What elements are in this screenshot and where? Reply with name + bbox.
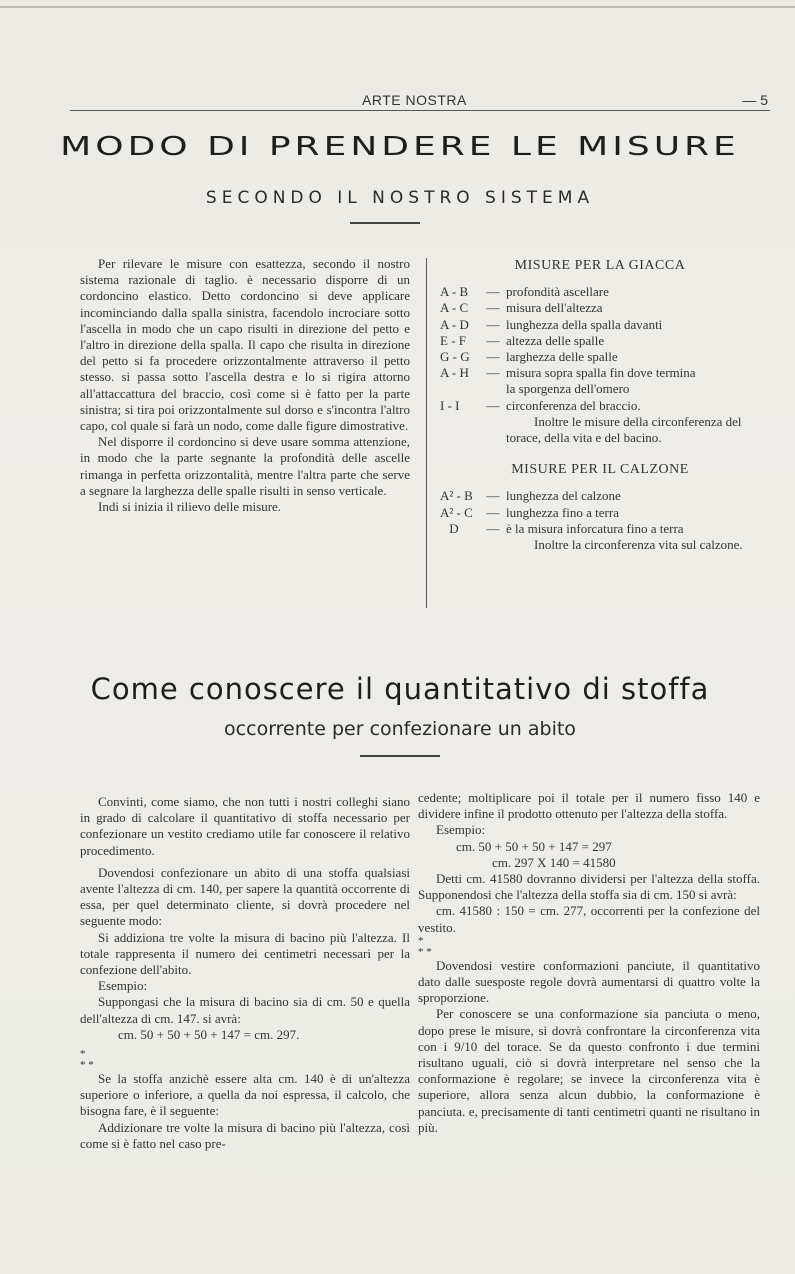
paragraph: Convinti, come siamo, che non tutti i nostri colleghi siano in grado di calcolare il quantitativo di stoffa necessario per confezionare un vestito crediamo utile far conoscere il relativo procedimento. [80,794,410,858]
paragraph: Dovendosi vestire conformazioni panciute, il quantitativo dato dalle suesposte regole dovrà aumentarsi di quattro volte la sproporzione. [418,957,760,1006]
page-number: — 5 [742,92,768,108]
giacca-note: Inoltre le misure della circonferenza del torace, della vita e del bacino. [506,413,742,446]
paragraph: Suppongasi che la misura di bacino sia di cm. 50 e quella dell'altezza di cm. 147. si avrà: [80,994,410,1026]
equation: cm. 50 + 50 + 50 + 147 = 297 [456,838,612,854]
running-title: ARTE NOSTRA [362,92,467,108]
section1-title: MODO DI PRENDERE LE MISURE [60,132,740,162]
measure-row: A - C — misura dell'altezza [440,300,603,316]
asterism: * * * [80,1048,94,1072]
section2-right-column [418,790,760,1136]
asterism: * * * [418,934,432,958]
section1-subtitle: SECONDO IL NOSTRO SISTEMA [205,188,595,208]
measure-row: D — è la misura inforcatura fino a terra [449,520,684,536]
measure-row: G - G — larghezza delle spalle [440,349,618,365]
measure-row: E - F — altezza delle spalle [440,332,605,348]
top-edge-line [0,6,795,8]
equation: cm. 50 + 50 + 50 + 147 = cm. 297. [118,1026,300,1042]
measure-row: A² - C — lunghezza fino a terra [440,504,619,520]
measure-row-continuation: la sporgenza dell'omero [506,381,630,397]
paragraph: Addizionare tre volte la misura di bacino più l'altezza, così come si è fatto nel caso pre- [80,1119,410,1151]
section2-title: Come conoscere il quantitativo di stoffa [90,672,710,706]
intro-paragraph: Nel disporre il cordoncino si deve usare somma attenzione, in modo che la parte segnante la profondità delle ascelle rimanga in perfetta orizzontalità, mentre l'altra parte che serve a segnare la larghezza delle spalle risulti in senso verticale. [80,434,410,498]
calzone-heading: MISURE PER IL CALZONE [511,462,689,478]
paragraph: Dovendosi confezionare un abito di una stoffa qualsiasi avente l'altezza di cm. 140, per sapere la quantità occorrente di essa, per quel determinato cliente, si dovrà procedere nel seguente modo: [80,864,410,929]
measure-row: A² - B — lunghezza del calzone [440,488,621,504]
header-rule [70,110,770,111]
section1-intro-column [80,256,410,515]
intro-paragraph: Per rilevare le misure con esattezza, secondo il nostro sistema razionale di taglio. è necessario disporre di un cordoncino elastico. Detto cordoncino si deve applicare incominciando dalla spalla sinistra, facendolo incrociare sotto l'ascella in modo che un capo risulti in direzione del petto e l'altro in direzione della spalla. Il capo che risulta in direzione del petto si fa procedere orizzontalmente attraverso il petto stesso. si passa sotto l'ascella destra e lo si rigira attorno all'attaccattura del braccio, così come si è fatto per la parte sinistra; si tira poi orizzontalmente sul dorso e s'incontra l'altro capo, col quale si farà un nodo, come dalle figure dimostrative. [80,256,410,434]
paragraph: Per conoscere se una conformazione sia panciuta o meno, dopo prese le misure, si dovrà confrontare la circonferenza vita con i 9/10 del torace. Se da questo confronto i due termini risultano uguali, ciò si dovrà interpretare nel senso che la conformazione è regolare; se invece la circonferenza vita è superiore, allora senza alcun dubbio, la conformazione è panciuta. e, precisamente di tanti centimetri quanti ne risultano in più. [418,1006,760,1135]
measure-row: A - H — misura sopra spalla fin dove termina [440,365,696,381]
section2-left-column [80,794,410,1152]
calzone-note: Inoltre la circonferenza vita sul calzone. [534,537,743,553]
column-divider [426,258,427,608]
section2-subtitle: occorrente per confezionare un abito [224,718,576,740]
intro-paragraph: Indi si inizia il rilievo delle misure. [98,499,282,515]
giacca-heading: MISURE PER LA GIACCA [514,258,686,273]
paragraph: Se la stoffa anzichè essere alta cm. 140 è di un'altezza superiore o inferiore, a quella da noi espressa, il calcolo, che bisogna fare, è il seguente: [80,1071,410,1119]
example-label: Esempio: [98,978,148,994]
paragraph: Si addiziona tre volte la misura di bacino più l'altezza. Il totale rappresenta il numero dei centimetri necessari per la confezione dell'abito. [80,929,410,978]
ornament-divider [350,222,420,224]
measurements-column [440,256,760,553]
paragraph: Detti cm. 41580 dovranno dividersi per l'altezza della stoffa. Supponendosi che l'altezza della stoffa sia di cm. 150 si avrà: [418,871,760,903]
paragraph: cedente; moltiplicare poi il totale per il numero fisso 140 e dividere infine il prodotto ottenuto per l'altezza della stoffa. [418,790,760,822]
ornament-divider [360,755,440,757]
paragraph: cm. 41580 : 150 = cm. 277, occorrenti per la confezione del vestito. [418,903,760,935]
measure-row: A - B — profondità ascellare [440,284,609,300]
measure-row: A - D — lunghezza della spalla davanti [440,316,663,332]
measure-row: I - I — circonferenza del braccio. [440,397,641,413]
page-header [70,92,770,112]
example-label: Esempio: [436,822,486,838]
equation: cm. 297 X 140 = 41580 [492,854,616,870]
